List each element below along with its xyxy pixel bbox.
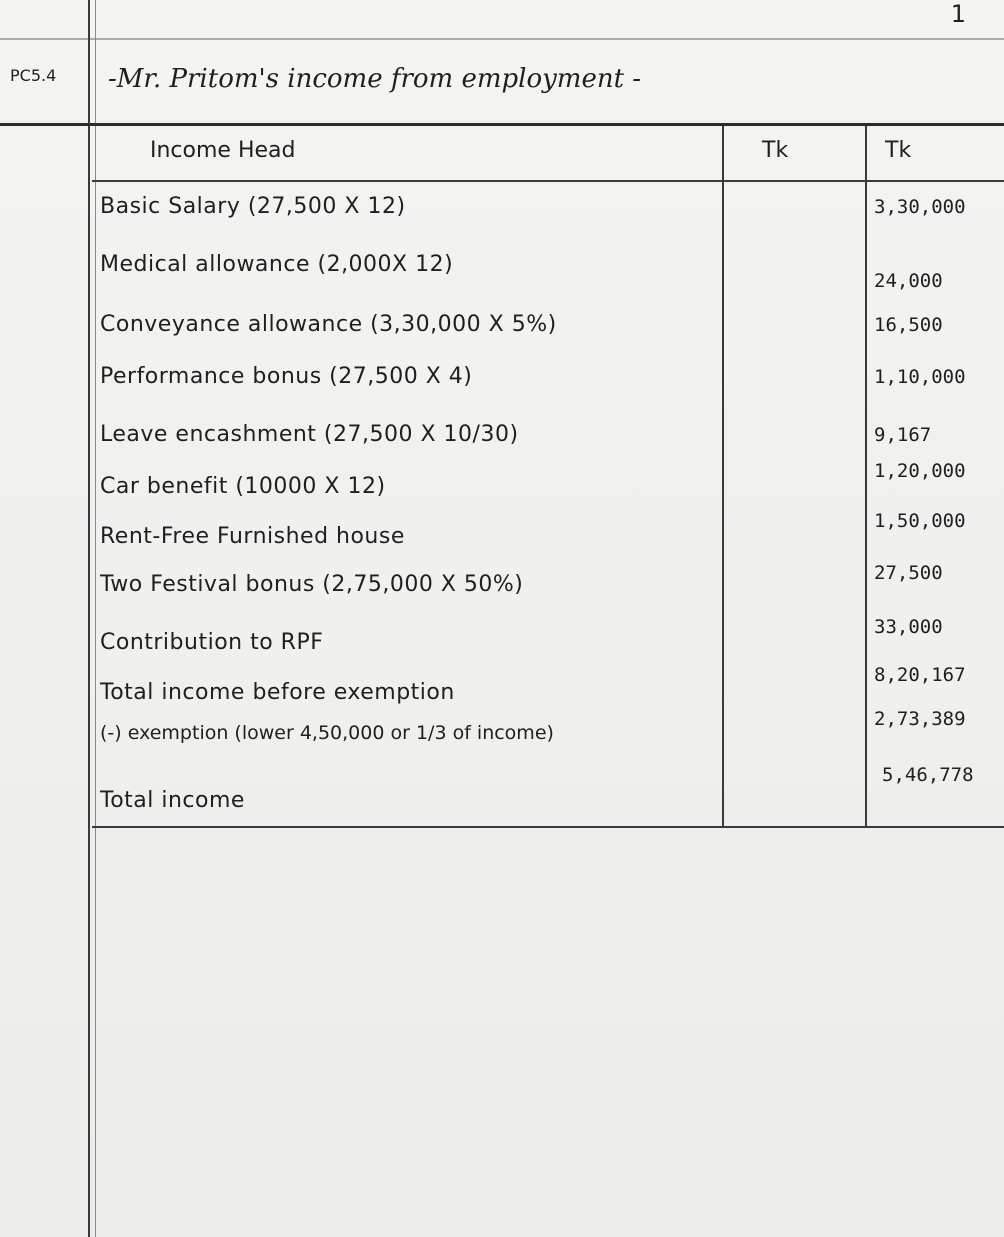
row-description: Total income xyxy=(100,788,245,813)
row-amount: 1,50,000 xyxy=(874,510,966,532)
row-description: Basic Salary (27,500 X 12) xyxy=(100,194,406,219)
page-title: -Mr. Pritom's income from employment - xyxy=(108,64,642,94)
row-amount: 27,500 xyxy=(874,562,943,584)
table-row xyxy=(92,510,1004,560)
row-description: Medical allowance (2,000X 12) xyxy=(100,252,454,277)
row-description: Rent-Free Furnished house xyxy=(100,524,405,549)
row-description: Contribution to RPF xyxy=(100,630,324,655)
table-row xyxy=(92,460,1004,510)
heading-underline xyxy=(0,123,1004,126)
row-amount: 9,167 xyxy=(874,424,932,446)
row-amount: 8,20,167 xyxy=(874,664,966,686)
row-amount: 33,000 xyxy=(874,616,943,638)
row-amount: 2,73,389 xyxy=(874,708,966,730)
column-header-tk2: Tk xyxy=(885,138,912,163)
heading xyxy=(8,64,988,110)
table-row xyxy=(92,764,1004,824)
row-description: Total income before exemption xyxy=(100,680,455,705)
table-row xyxy=(92,708,1004,758)
table-row xyxy=(92,248,1004,292)
table-row xyxy=(92,664,1004,716)
row-description: Car benefit (10000 X 12) xyxy=(100,474,386,499)
row-description: Two Festival bonus (2,75,000 X 50%) xyxy=(100,572,524,597)
table-row xyxy=(92,190,1004,230)
row-amount: 1,20,000 xyxy=(874,460,966,482)
row-amount: 16,500 xyxy=(874,314,943,336)
margin-line-inner xyxy=(95,0,96,1237)
table-row xyxy=(92,360,1004,400)
row-description: Performance bonus (27,500 X 4) xyxy=(100,364,473,389)
header-rule xyxy=(92,180,1004,182)
row-description: Conveyance allowance (3,30,000 X 5%) xyxy=(100,312,557,337)
column-header-tk1: Tk xyxy=(762,138,789,163)
question-reference: PC5.4 xyxy=(10,66,57,85)
row-description: (-) exemption (lower 4,50,000 or 1/3 of income) xyxy=(100,722,554,744)
row-amount: 5,46,778 xyxy=(882,764,974,786)
table-row xyxy=(92,562,1004,608)
table-row xyxy=(92,308,1004,348)
table-row xyxy=(92,616,1004,666)
table-row xyxy=(92,418,1004,458)
table-bottom-rule xyxy=(92,826,1004,828)
margin-line xyxy=(88,0,90,1237)
column-header-income-head: Income Head xyxy=(150,138,296,163)
row-amount: 3,30,000 xyxy=(874,196,966,218)
row-amount: 1,10,000 xyxy=(874,366,966,388)
row-amount: 24,000 xyxy=(874,270,943,292)
row-description: Leave encashment (27,500 X 10/30) xyxy=(100,422,519,447)
top-rule-line xyxy=(0,38,1004,40)
page-number: 1 xyxy=(950,0,966,28)
